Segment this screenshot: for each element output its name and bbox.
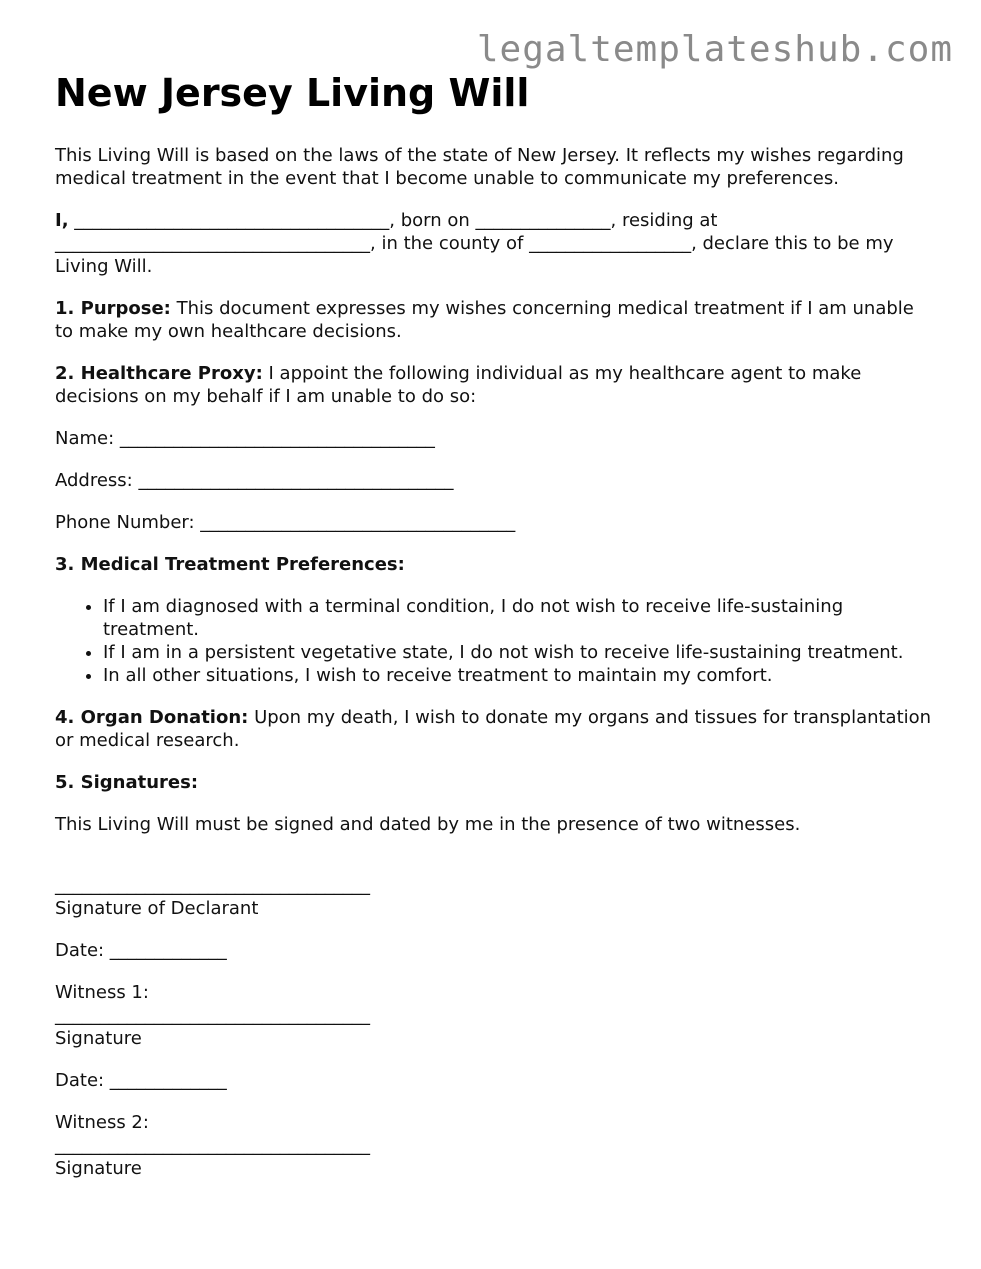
witness2-signature-label: Signature [55,1158,142,1179]
proxy-heading: 2. Healthcare Proxy: [55,363,263,384]
purpose-section [55,297,935,343]
list-item: • If I am in a persistent vegetative state, I do not wish to receive life-sustaining treatment. [103,641,935,664]
list-item: • If I am diagnosed with a terminal condition, I do not wish to receive life-sustaining treatment. [103,595,935,641]
witness1-date-field[interactable]: Date: _____________ [55,1070,227,1091]
declaration-paragraph [55,209,935,278]
document-body [55,70,935,1180]
proxy-section [55,362,935,408]
page-title: New Jersey Living Will [55,71,530,115]
intro-paragraph: This Living Will is based on the laws of the state of New Jersey. It reflects my wishes regarding medical treatment in the event that I become unable to communicate my preferences. [55,145,904,189]
treatment-list [55,595,935,687]
witness2-signature-line[interactable]: ___________________________________ [55,1135,370,1156]
organ-section [55,706,935,752]
signatures-heading: 5. Signatures: [55,772,199,793]
declarant-signature-line[interactable]: ___________________________________ [55,875,370,896]
organ-text: Upon my death, I wish to donate my organs and tissues for transplantation or medical research. [55,707,932,751]
signatures-text: This Living Will must be signed and dated by me in the presence of two witnesses. [55,814,801,835]
treatment-heading: 3. Medical Treatment Preferences: [55,554,405,575]
declarant-date-field[interactable]: Date: _____________ [55,940,227,961]
proxy-text: I appoint the following individual as my healthcare agent to make decisions on my behalf if I am unable to do so: [55,363,862,407]
declaration-lead: I, [55,210,69,231]
purpose-heading: 1. Purpose: [55,298,171,319]
witness1-signature-line[interactable]: ___________________________________ [55,1005,370,1026]
witness2-label: Witness 2: [55,1112,149,1133]
proxy-phone-field[interactable]: Phone Number: ___________________________________ [55,512,516,533]
organ-heading: 4. Organ Donation: [55,707,249,728]
witness1-signature-label: Signature [55,1028,142,1049]
proxy-name-field[interactable]: Name: ___________________________________ [55,428,435,449]
list-item: • In all other situations, I wish to receive treatment to maintain my comfort. [103,664,935,687]
declaration-text: ___________________________________, born on _______________, residing at ___________________________________, in the county of __________________, declare this to be my Living Will. [55,210,894,277]
purpose-text: This document expresses my wishes concerning medical treatment if I am unable to make my own healthcare decisions. [55,298,914,342]
watermark: legaltemplateshub.com [476,29,953,70]
proxy-address-field[interactable]: Address: ___________________________________ [55,470,454,491]
witness1-label: Witness 1: [55,982,149,1003]
declarant-signature-label: Signature of Declarant [55,898,259,919]
